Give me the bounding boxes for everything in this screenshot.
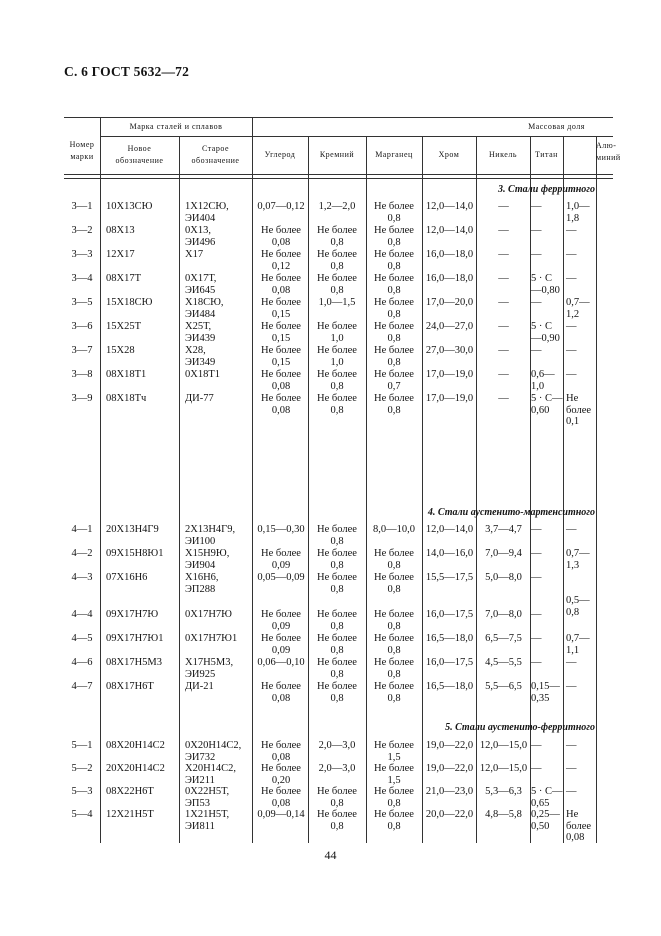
cell-ni: 5,3—6,3 [485,786,522,797]
cell-num: 5—3 [71,786,93,797]
cell-ti: — [531,763,542,774]
cell-ni: — [498,393,509,404]
cell-new: 15Х18СЮ [106,297,153,308]
section-title-austenitic-martensitic: 4. Стали аустенито-мартенситного [427,507,595,518]
cell-ti: — [531,201,542,212]
cell-al: — [566,524,577,535]
cell-cr: 19,0—22,0 [425,763,474,774]
cell-old: ДИ-21 [185,681,214,692]
cell-old: 2Х13Н4Г9, ЭИ100 [185,524,236,547]
cell-cr: 12,0—14,0 [425,201,474,212]
header-titanium: Титан [535,150,558,159]
cell-ni: 7,0—9,4 [485,548,522,559]
cell-new: 08Х17Н5М3 [106,657,163,668]
header-old-designation: Старое обозначение [191,144,240,165]
cell-si: Не более 0,8 [317,369,357,392]
cell-mn: Не более 0,8 [374,786,414,809]
cell-si: 2,0—3,0 [318,740,356,751]
cell-cr: 15,5—17,5 [425,572,474,583]
cell-ni: — [498,321,509,332]
cell-c: Не более 0,08 [261,681,301,704]
cell-cr: 24,0—27,0 [425,321,474,332]
cell-num: 3—7 [71,345,93,356]
cell-num: 4—6 [71,657,93,668]
cell-new: 08Х18Т1 [106,369,147,380]
cell-si: Не более 0,8 [317,681,357,704]
cell-mn: Не более 0,8 [374,345,414,368]
cell-al: — [566,681,577,692]
cell-ti: 0,6— 1,0 [531,369,555,392]
cell-cr: 16,0—17,5 [425,657,474,668]
cell-num: 5—4 [71,809,93,820]
cell-old: 0Х17Н7Ю [185,609,232,620]
cell-ni: — [498,201,509,212]
cell-ni: 12,0—15,0 [479,763,528,774]
cell-si: Не более 0,8 [317,572,357,595]
cell-si: Не более 0,8 [317,633,357,656]
cell-mn: Не более 0,8 [374,633,414,656]
cell-mn: Не более 0,8 [374,572,414,595]
cell-cr: 12,0—14,0 [425,225,474,236]
cell-si: Не более 0,8 [317,393,357,416]
header-carbon: Углерод [264,150,296,159]
cell-num: 3—1 [71,201,93,212]
cell-new: 08Х13 [106,225,135,236]
cell-ti: 0,25— 0,50 [531,809,560,832]
cell-c: Не более 0,15 [261,345,301,368]
cell-old: Х17 [185,249,204,260]
cell-ni: — [498,249,509,260]
cell-al: 0,5— 0,8 [566,595,590,618]
cell-mn: Не более 0,8 [374,201,414,224]
cell-al: — [566,786,577,797]
cell-new: 08Х22Н6Т [106,786,154,797]
cell-ni: 5,0—8,0 [485,572,522,583]
cell-new: 09Х17Н7Ю [106,609,159,620]
cell-old: 0Х18Т1 [185,369,220,380]
cell-old: 0Х17Т, ЭИ645 [185,273,217,296]
page-number: 44 [324,848,337,862]
cell-c: Не более 0,15 [261,321,301,344]
cell-mn: Не более 0,8 [374,273,414,296]
cell-al: Не более 0,08 [566,809,592,843]
cell-new: 08Х20Н14С2 [106,740,165,751]
cell-num: 4—2 [71,548,93,559]
cell-ni: 4,8—5,8 [485,809,522,820]
cell-mn: Не более 0,8 [374,393,414,416]
cell-cr: 21,0—23,0 [425,786,474,797]
section-title-ferritic: 3. Стали ферритного [498,184,595,195]
cell-mn: Не более 0,7 [374,369,414,392]
cell-c: Не более 0,09 [261,548,301,571]
cell-ni: — [498,369,509,380]
cell-ti: — [531,548,542,559]
cell-si: 1,0—1,5 [318,297,356,308]
cell-mn: Не более 0,8 [374,681,414,704]
cell-ti: — [531,524,542,535]
cell-num: 5—2 [71,763,93,774]
cell-mn: 8,0—10,0 [373,524,415,535]
cell-mn: Не более 0,8 [374,609,414,632]
cell-cr: 20,0—22,0 [425,809,474,820]
cell-c: 0,07—0,12 [257,201,305,212]
cell-al: — [566,740,577,751]
section-title-austenitic-ferritic: 5. Стали аустенито-ферритного [445,722,595,733]
cell-c: Не более 0,08 [261,393,301,416]
cell-c: Не более 0,08 [261,369,301,392]
cell-ti: — [531,740,542,751]
cell-old: Х17Н5М3, ЭИ925 [185,657,234,680]
cell-si: Не более 1,0 [317,345,357,368]
cell-ni: — [498,345,509,356]
cell-ni: — [498,297,509,308]
cell-ni: 6,5—7,5 [485,633,522,644]
cell-ti: — [531,609,542,620]
cell-num: 3—8 [71,369,93,380]
cell-mn: Не более 0,8 [374,657,414,680]
cell-cr: 16,0—18,0 [425,273,474,284]
cell-new: 12Х21Н5Т [106,809,154,820]
cell-ti: 5 · С —0,90 [531,321,560,344]
cell-ti: — [531,633,542,644]
header-silicon: Кремний [319,150,355,159]
cell-old: Х25Т, ЭИ439 [185,321,216,344]
cell-si: Не более 0,8 [317,548,357,571]
cell-ni: 7,0—8,0 [485,609,522,620]
cell-old: 0Х22Н5Т, ЭП53 [185,786,230,809]
cell-old: Х28, ЭИ349 [185,345,216,368]
cell-num: 4—3 [71,572,93,583]
cell-num: 4—1 [71,524,93,535]
cell-new: 08Х18Тч [106,393,147,404]
cell-ti: 5 · С— 0,60 [531,393,563,416]
cell-new: 15Х25Т [106,321,141,332]
cell-c: Не более 0,15 [261,297,301,320]
cell-si: Не более 0,8 [317,524,357,547]
cell-new: 08Х17Т [106,273,141,284]
cell-mn: Не более 0,8 [374,548,414,571]
cell-ni: 3,7—4,7 [485,524,522,535]
cell-ni: — [498,225,509,236]
header-new-designation: Новое обозначение [115,144,164,165]
cell-old: 1Х21Н5Т, ЭИ811 [185,809,230,832]
cell-si: 2,0—3,0 [318,763,356,774]
cell-num: 3—9 [71,393,93,404]
cell-al: — [566,225,577,236]
cell-old: Х15Н9Ю, ЭИ904 [185,548,230,571]
cell-al: — [566,321,577,332]
cell-mn: Не более 0,8 [374,809,414,832]
page-header: С. 6 ГОСТ 5632—72 [64,64,190,79]
cell-ti: 5 · С —0,80 [531,273,560,296]
cell-c: Не более 0,08 [261,786,301,809]
cell-c: 0,05—0,09 [257,572,305,583]
cell-cr: 16,5—18,0 [425,633,474,644]
cell-new: 09Х17Н7Ю1 [106,633,164,644]
cell-si: Не более 0,8 [317,273,357,296]
cell-cr: 16,5—18,0 [425,681,474,692]
cell-ti: — [531,572,542,583]
cell-al: 1,0— 1,8 [566,201,590,224]
cell-num: 5—1 [71,740,93,751]
cell-ti: — [531,297,542,308]
cell-si: Не более 0,8 [317,225,357,248]
cell-num: 3—6 [71,321,93,332]
cell-cr: 14,0—16,0 [425,548,474,559]
cell-c: Не более 0,08 [261,273,301,296]
cell-si: 1,2—2,0 [318,201,356,212]
cell-mn: Не более 0,8 [374,225,414,248]
cell-num: 3—5 [71,297,93,308]
cell-old: Х16Н6, ЭП288 [185,572,219,595]
cell-c: 0,15—0,30 [257,524,305,535]
cell-ti: 5 · С— 0,65 [531,786,563,809]
cell-al: — [566,369,577,380]
cell-cr: 19,0—22,0 [425,740,474,751]
cell-new: 08Х17Н6Т [106,681,154,692]
cell-num: 4—7 [71,681,93,692]
cell-si: Не более 0,8 [317,609,357,632]
cell-old: 1Х12СЮ, ЭИ404 [185,201,229,224]
cell-cr: 17,0—19,0 [425,369,474,380]
cell-c: Не более 0,08 [261,225,301,248]
cell-new: 20Х13Н4Г9 [106,524,159,535]
cell-mn: Не более 1,5 [374,763,414,786]
cell-num: 3—3 [71,249,93,260]
cell-c: Не более 0,08 [261,740,301,763]
cell-c: Не более 0,20 [261,763,301,786]
cell-mn: Не более 0,8 [374,297,414,320]
cell-al: 0,7— 1,3 [566,548,590,571]
cell-si: Не более 0,8 [317,657,357,680]
cell-si: Не более 0,8 [317,809,357,832]
cell-c: 0,09—0,14 [257,809,305,820]
header-nickel: Никель [489,150,517,159]
cell-ti: 0,15— 0,35 [531,681,560,704]
cell-mn: Не более 0,8 [374,249,414,272]
cell-old: 0Х17Н7Ю1 [185,633,238,644]
cell-ni: 4,5—5,5 [485,657,522,668]
cell-num: 3—4 [71,273,93,284]
cell-mn: Не более 0,8 [374,321,414,344]
cell-old: Х18СЮ, ЭИ484 [185,297,224,320]
cell-ti: — [531,345,542,356]
cell-num: 4—5 [71,633,93,644]
cell-cr: 17,0—19,0 [425,393,474,404]
cell-c: Не более 0,12 [261,249,301,272]
cell-si: Не более 1,0 [317,321,357,344]
cell-al: — [566,249,577,260]
cell-new: 20Х20Н14С2 [106,763,165,774]
header-aluminum: Алю- миний [596,141,621,162]
cell-c: Не более 0,09 [261,633,301,656]
cell-al: — [566,657,577,668]
cell-cr: 17,0—20,0 [425,297,474,308]
cell-al: Не более 0,1 [566,393,592,427]
cell-num: 4—4 [71,609,93,620]
header-number: Номер марки [69,140,95,161]
cell-cr: 16,0—17,5 [425,609,474,620]
cell-al: — [566,763,577,774]
cell-ni: 12,0—15,0 [479,740,528,751]
cell-al: 0,7— 1,1 [566,633,590,656]
cell-al: — [566,345,577,356]
cell-al: — [566,273,577,284]
cell-old: ДИ-77 [185,393,214,404]
cell-ti: — [531,249,542,260]
cell-ni: — [498,273,509,284]
cell-old: 0Х13, ЭИ496 [185,225,216,248]
cell-new: 12Х17 [106,249,135,260]
cell-new: 07Х16Н6 [106,572,148,583]
cell-cr: 12,0—14,0 [425,524,474,535]
cell-si: Не более 0,8 [317,249,357,272]
cell-cr: 27,0—30,0 [425,345,474,356]
header-grade-group: Марка сталей и сплавов [129,122,223,131]
cell-old: 0Х20Н14С2, ЭИ732 [185,740,242,763]
cell-num: 3—2 [71,225,93,236]
cell-c: 0,06—0,10 [257,657,305,668]
header-mass-share: Массовая доля [528,122,585,131]
cell-mn: Не более 1,5 [374,740,414,763]
header-chromium: Хром [438,150,460,159]
cell-ti: — [531,657,542,668]
cell-cr: 16,0—18,0 [425,249,474,260]
cell-si: Не более 0,8 [317,786,357,809]
cell-new: 10Х13СЮ [106,201,153,212]
cell-new: 09Х15Н8Ю1 [106,548,164,559]
cell-ti: — [531,225,542,236]
cell-old: Х20Н14С2, ЭИ211 [185,763,237,786]
header-manganese: Марганец [375,150,413,159]
cell-ni: 5,5—6,5 [485,681,522,692]
cell-al: 0,7— 1,2 [566,297,590,320]
cell-c: Не более 0,09 [261,609,301,632]
cell-new: 15Х28 [106,345,135,356]
